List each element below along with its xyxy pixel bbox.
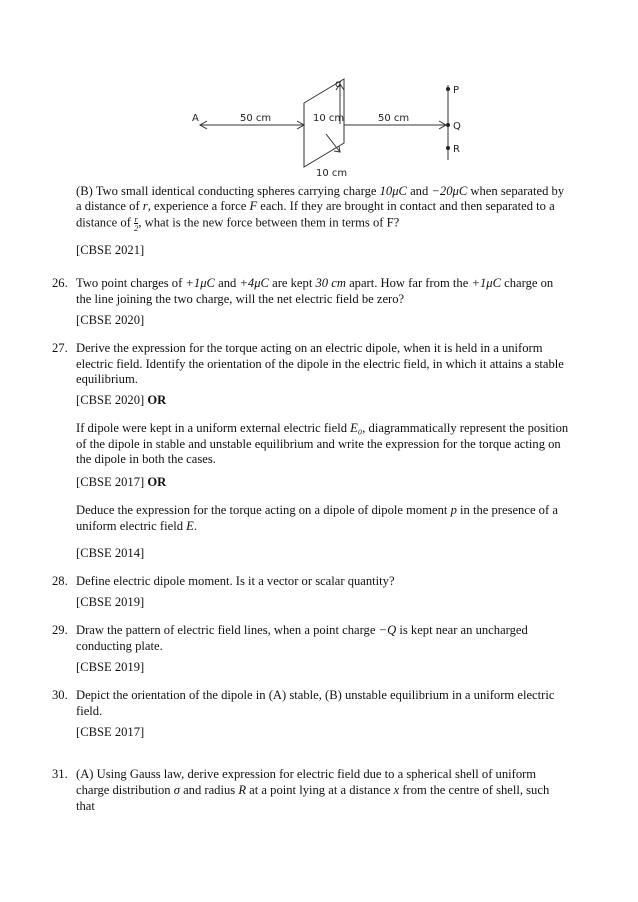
text: distance of [76, 215, 135, 230]
q31-line1: (A) Using Gauss law, derive expression for electric field due to a spherical shell of uniform [76, 767, 537, 781]
q27-line3: equilibrium. [76, 372, 138, 386]
q31-line2 [76, 783, 576, 799]
sigma-label: σ [335, 79, 342, 90]
q25b-line3 [76, 215, 576, 232]
or-label: OR [147, 393, 167, 407]
right-distance-label: 50 cm [378, 113, 410, 124]
charge-value: +1μC [185, 276, 215, 290]
q27-number: 27. [52, 341, 68, 355]
text: and [406, 184, 432, 198]
q26-ref: [CBSE 2020] [76, 313, 145, 327]
text: is kept near an uncharged [396, 623, 528, 637]
text: and [214, 276, 240, 290]
math-var: p [450, 503, 457, 517]
q30-number: 30. [52, 688, 68, 702]
text: If dipole were kept in a uniform external electric field [76, 421, 351, 435]
text: Deduce the expression for the torque acting on a dipole of dipole moment [76, 503, 451, 517]
charge-value: 10μC [379, 184, 407, 198]
gap-label: 10 cm [313, 113, 345, 124]
text: [CBSE 2020] [76, 393, 148, 407]
q27-ref3: [CBSE 2014] [76, 546, 145, 560]
q27-p3-line1 [76, 503, 576, 519]
q27-p3-line2 [76, 519, 576, 535]
text: charge distribution [76, 783, 174, 797]
q28-ref: [CBSE 2019] [76, 595, 145, 609]
q26-line1 [76, 276, 576, 292]
q27-line1: Derive the expression for the torque acting on an electric dipole, when it is held in a uniform [76, 341, 543, 355]
label-q: Q [453, 121, 461, 132]
numerator: r [134, 214, 138, 224]
q26-number: 26. [52, 276, 68, 290]
q26-line2: the line joining the two charge, will the net electric field be zero? [76, 292, 405, 306]
text: charge on [501, 276, 554, 290]
text: each. If they are brought in contact and then separated to a [257, 199, 555, 213]
q29-line2: conducting plate. [76, 639, 163, 653]
charge-value: +4μC [239, 276, 269, 290]
text: . [193, 519, 198, 533]
q27-line2: electric field. Identify the orientation of the dipole in the electric field, in which it attains a stable [76, 357, 564, 371]
math-var: r [142, 199, 148, 213]
text: uniform electric field [76, 519, 187, 533]
text: [CBSE 2017] [76, 475, 148, 489]
point-p [446, 87, 450, 91]
q25b-line1 [76, 184, 576, 200]
q25b-ref: [CBSE 2021] [76, 243, 145, 257]
q31-line3: that [76, 799, 95, 813]
charged-plate-figure [0, 0, 638, 182]
text: Draw the pattern of electric field lines, when a point charge [76, 623, 379, 637]
text: in the presence of a [456, 503, 558, 517]
charge-symbol: −Q [378, 623, 397, 637]
q29-ref: [CBSE 2019] [76, 660, 145, 674]
q27-p2-line3: the dipole in both the cases. [76, 452, 216, 466]
label-a: A [192, 113, 199, 124]
math-var: R [238, 783, 247, 797]
math-var: x [393, 783, 400, 797]
or-label: OR [147, 475, 167, 489]
text: and radius [179, 783, 239, 797]
point-q [446, 123, 450, 127]
q27-ref2 [76, 475, 576, 491]
bottom-distance-label: 10 cm [316, 168, 348, 179]
text: are kept [268, 276, 316, 290]
q30-ref: [CBSE 2017] [76, 725, 145, 739]
text: when separated by [467, 184, 565, 198]
q25b-line2 [76, 199, 576, 215]
math-var: E [186, 519, 194, 533]
text: , what is the new force between them in terms of F? [138, 215, 400, 230]
math-var: F [249, 199, 258, 213]
math-var: σ [173, 783, 180, 797]
text: at a point lying at a distance [246, 783, 394, 797]
q27-p2-line2: of the dipole in stable and unstable equilibrium and write the expression for the torque acting on [76, 437, 561, 451]
point-r [446, 146, 450, 150]
charge-value: −20μC [431, 184, 468, 198]
q27-ref1 [76, 393, 576, 409]
label-p: P [453, 85, 460, 96]
math-var: E₀ [350, 421, 363, 435]
denominator: 2 [134, 223, 139, 233]
distance-value: 30 cm [315, 276, 346, 290]
q27-p2-line1 [76, 421, 576, 437]
q30-line2: field. [76, 704, 103, 718]
q28-number: 28. [52, 574, 68, 588]
q30-line1: Depict the orientation of the dipole in (A) stable, (B) unstable equilibrium in a uniform electric [76, 688, 555, 702]
q29-line1 [76, 623, 576, 639]
text: apart. How far from the [345, 276, 472, 290]
q31-number: 31. [52, 767, 68, 781]
text: , experience a force [147, 199, 250, 213]
text: a distance of [76, 199, 143, 213]
q28-line1: Define electric dipole moment. Is it a vector or scalar quantity? [76, 574, 395, 588]
left-distance-label: 50 cm [240, 113, 272, 124]
text: , diagrammatically represent the position [362, 421, 569, 435]
text: Two point charges of [76, 276, 186, 290]
text: (B) Two small identical conducting spheres carrying charge [76, 184, 380, 198]
label-r: R [453, 144, 460, 155]
text: from the centre of shell, such [399, 783, 550, 797]
q29-number: 29. [52, 623, 68, 637]
charge-value: +1μC [471, 276, 501, 290]
